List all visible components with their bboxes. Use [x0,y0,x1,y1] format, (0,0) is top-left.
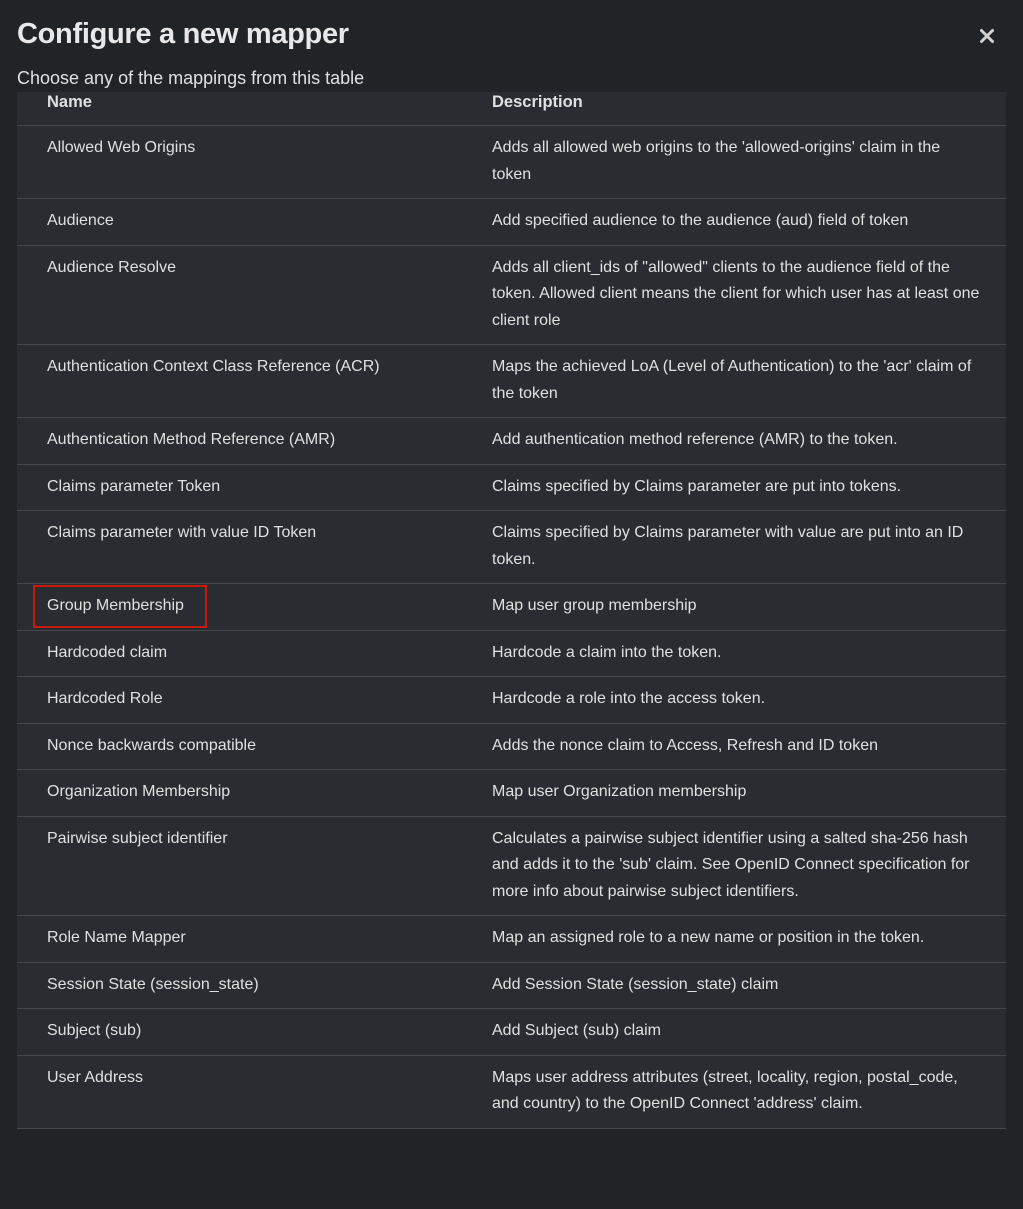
modal-title: Configure a new mapper [17,18,349,50]
column-header-description: Description [492,92,1006,126]
mapper-description-cell: Map user group membership [492,584,1006,631]
table-row[interactable] [17,723,1006,770]
column-header-name[interactable]: Name [17,92,492,126]
mapper-name-link[interactable]: Audience Resolve [47,258,176,276]
mapper-name-link[interactable]: Allowed Web Origins [47,139,196,156]
mapper-description-cell: Hardcode a role into the access token. [492,677,1006,724]
table-row[interactable] [17,916,1006,963]
table-row[interactable] [17,464,1006,511]
mapper-name-link[interactable]: Authentication Context Class Reference (ACR) [47,358,380,375]
mapper-description-cell: Adds all allowed web origins to the 'allowed-origins' claim in the token [492,126,1006,199]
mapper-name-link[interactable]: Hardcoded Role [47,690,163,707]
mapper-name-cell [17,723,492,770]
mapper-description-cell: Add specified audience to the audience (aud) field of token [492,199,1006,246]
mapper-name-cell [17,816,492,916]
mapper-name-link[interactable]: Role Name Mapper [47,929,186,946]
mapper-name-cell [17,677,492,724]
mapper-name-cell [17,770,492,817]
table-row[interactable] [17,511,1006,584]
mapper-name-link[interactable]: Nonce backwards compatible [47,736,256,754]
close-icon [979,28,995,44]
table-row[interactable] [17,345,1006,418]
mapper-name-link[interactable]: Authentication Method Reference (AMR) [47,431,336,448]
mapper-description-cell: Maps user address attributes (street, locality, region, postal_code, and country) to the OpenID Connect 'address' claim. [492,1055,1006,1128]
table-row[interactable] [17,199,1006,246]
mapper-name-link[interactable]: Session State (session_state) [47,975,259,993]
mapper-name-cell [17,511,492,584]
mapper-name-cell [17,962,492,1009]
table-row[interactable] [17,418,1006,465]
mapper-name-cell [17,245,492,345]
table-row[interactable] [17,630,1006,677]
mappings-table-container [17,92,1006,1129]
mapper-name-link[interactable]: Claims parameter Token [47,477,221,495]
mapper-name-cell [17,916,492,963]
mappings-table [17,92,1006,1129]
mapper-name-cell [17,345,492,418]
mapper-name-cell [17,126,492,199]
mapper-description-cell: Maps the achieved LoA (Level of Authentication) to the 'acr' claim of the token [492,345,1006,418]
mapper-name-cell [17,1055,492,1128]
table-row[interactable] [17,245,1006,345]
mapper-name-link[interactable]: Organization Membership [47,783,231,800]
mapper-description-cell: Adds the nonce claim to Access, Refresh and ID token [492,723,1006,770]
table-row[interactable] [17,1055,1006,1128]
mapper-description-cell: Claims specified by Claims parameter with value are put into an ID token. [492,511,1006,584]
table-row[interactable] [17,770,1006,817]
mapper-name-cell [17,630,492,677]
mapper-name-link[interactable]: Audience [47,212,114,229]
table-row[interactable] [17,816,1006,916]
mapper-description-cell: Add authentication method reference (AMR) to the token. [492,418,1006,465]
mapper-name-cell [17,464,492,511]
mapper-description-cell: Hardcode a claim into the token. [492,630,1006,677]
table-row[interactable] [17,126,1006,199]
mapper-name-cell [17,584,492,631]
mapper-description-cell: Add Session State (session_state) claim [492,962,1006,1009]
table-row[interactable] [17,584,1006,631]
mapper-description-cell: Map an assigned role to a new name or position in the token. [492,916,1006,963]
mapper-name-link[interactable]: Subject (sub) [47,1022,142,1039]
mapper-description-cell: Map user Organization membership [492,770,1006,817]
modal-description: Choose any of the mappings from this table [17,68,365,88]
close-button[interactable] [973,22,1001,50]
mapper-name-link[interactable]: Claims parameter with value ID Token [47,524,317,541]
mapper-description-cell: Calculates a pairwise subject identifier using a salted sha-256 hash and adds it to the 'sub' claim. See OpenID Connect specification for more info about pairwise subject identifiers. [492,816,1006,916]
mapper-name-link[interactable]: Hardcoded claim [47,643,168,661]
mapper-description-cell: Claims specified by Claims parameter are put into tokens. [492,464,1006,511]
mapper-name-cell [17,199,492,246]
mapper-name-link[interactable]: Pairwise subject identifier [47,829,228,847]
mapper-name-cell [17,418,492,465]
table-row[interactable] [17,962,1006,1009]
mapper-name-cell [17,1009,492,1056]
mapper-name-link[interactable]: Group Membership [35,587,205,626]
table-row[interactable] [17,677,1006,724]
table-body [17,126,1006,1129]
mapper-description-cell: Add Subject (sub) claim [492,1009,1006,1056]
mapper-name-link[interactable]: User Address [47,1068,144,1086]
table-row[interactable] [17,1009,1006,1056]
mapper-description-cell: Adds all client_ids of "allowed" clients to the audience field of the token. Allowed client means the client for which user has at least one client role [492,245,1006,345]
table-header-row [17,92,1006,126]
